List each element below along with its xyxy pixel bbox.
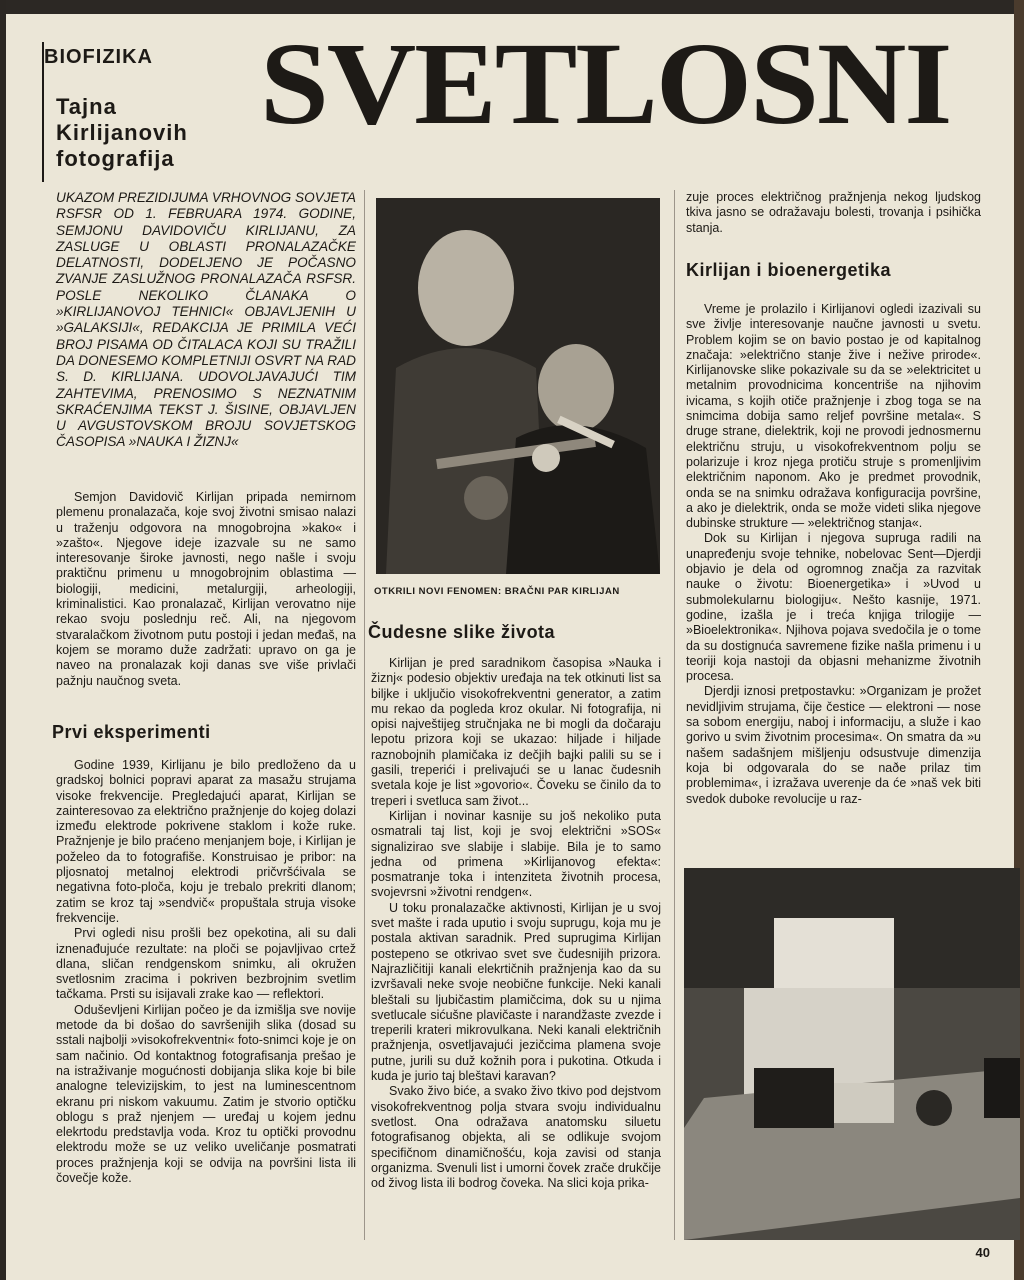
photo-caption: OTKRILI NOVI FENOMEN: BRAČNI PAR KIRLIJAN [374,586,620,597]
paragraph: Kirlijan i novinar kasnije su još nekoliko puta osmatrali taj list, koji je svoj električni »SOS« signalizirao sve slabije i slabije. Bila je to samo jedna od primena »Kirlijanovog efekta«: posmatranje toka i intenziteta životnih procesa, svojevrsni »životni rendgen«. [371,808,661,900]
photo-kirlian-couple [376,198,660,574]
column-2-body [371,656,661,1191]
column-3-body [686,302,981,807]
column-divider [364,190,365,1240]
column-divider [674,190,675,1240]
article-headline: SVETLOSNI [260,18,951,149]
section-label: BIOFIZIKA [44,46,153,68]
subhead-bioenergetika: Kirlijan i bioenergetika [686,260,892,280]
paragraph: Prvi ogledi nisu prošli bez opekotina, ali su dali iznenađujuće rezultate: na ploči se pojavljivao crtež dlana, sličan rendgenskom snimku, ali okružen svetlosnim zracima i pokriven bezbrojnim svetlim tačkama. Prsti su isijavali zrake kao — reflektori. [56,926,356,1002]
paragraph: U toku pronalazačke aktivnosti, Kirlijan je u svoj svet mašte i rada uputio i svoju suprugu, koja mu je postala aktivan saradnik. Pred suprugima Kirlijan postepeno se otkrivao svet sve čudesnijih prizora. Najrazličitiji kanali elekrtičnih pražnjenja kao da su izvršavali neke svoje neobične funkcije. Neki kanali bleštali su ljubičastim plamičcima, dok su u njima svetlucale sićušne plavičaste i narandžaste zvezde i treperili krateri mikrovulkana. Neki kanali električnih pražnjenja, osvetljavajući jezičcima plamena svoje putne, jurili su duž kožnih pora i pukotina. Otkuda i kuda je jurio taj bleštavi karavan? [371,900,661,1084]
article-lead: UKAZOM PREZIDIJUMA VRHOVNOG SOVJETA RSFSR OD 1. FEBRUARA 1974. GODINE, SEMJONU DAVIDOVIČU KIRLIJANU, ZA ZASLUGE U OBLASTI PRONALAZAČKE DELATNOSTI, DODELJENO JE POČASNO ZVANJE ZASLUŽNOG PRONALAZAČA RSFSR. POSLE NEKOLIKO ČLANAKA O »KIRLIJANOVOJ TEHNICI« OBJAVLJENIH U »GALAKSIJI«, REDAKCIJA JE PRIMILA VEĆI BROJ PISAMA OD ČITALACA KOJI SU TRAŽILI DA DONESEMO KOMPLETNIJI OSVRT NA RAD S. D. KIRLIJANA. UDOVOLJAVAJUĆI TIM ZAHTEVIMA, PRENOSIMO S NEZNATNIM SKRAĆENJIMA TEKST J. ŠISINE, OBJAVLJEN U AVGUSTOVSKOM BROJU SOVJETSKOG ČASOPISA »NAUKA I ŽIZNJ« [56,190,356,450]
page-number: 40 [975,1245,990,1260]
article-kicker: Tajna Kirlijanovih fotografija [56,94,188,171]
paragraph: Kirlijan je pred saradnikom časopisa »Nauka i žiznj« podesio objektiv uređaja na tek otkinuti list sa biljke i uključio visokofrekventni generator, a zatim mu rekao da pogleda kroz okular. Ni fotografija, ni opisi najveštijeg stručnjaka ne bi mogli da dočaraju lepotu prizora koji se ukazao: hiljade i hiljade raznobojnih plamičaka iz dečjih bajki palili su se i gasili, treperići i prelivajući se u lanac čudesnih svetala koje je list »govorio«. Čoveku se činilo da to treperi i svetluca sam život... [371,656,661,808]
paragraph: Semjon Davidovič Kirlijan pripada nemirnom plemenu pronalazača, koje svoj životni smisao nalazi u traženju odgovora na mnogobrojna »kako« i »zašto«. Njegove ideje izazvale su ne samo interesovanje široke javnosti, nego našle i svoju praktičnu primenu u mnogobrojnim oblastima — biologiji, medicini, metalurgiji, arheologiji, kriminalistici. Kao pronalazač, Kirlijan verovatno nije rekao svoju poslednju reč. Ali, na njegovom stvaralačkom životnom putu postoji i jedan međaš, na kojem se moramo duže zadržati: upravo on ga je naveo na pronalazak koji danas sve više privlači pažnju naučnog sveta. [56,490,356,688]
photo-illustration [684,868,1020,1240]
paragraph: Godine 1939, Kirlijanu je bilo predloženo da u gradskoj bolnici popravi aparat za masažu strujama visoke frekvencije. Pregledajući aparat, Kirlijan se zainteresovao za električno pražnjenje do kojeg dolazi između elektrode pokrivene staklom i kože ruke. Pražnjenje je bilo praćeno menjanjem boje, i Kirlijan je poželeo da to fotografiše. Konstruisao je pribor: na pljosnatoj metalnoj elektrodi pričvršćivala se negativna foto-ploča, koju je trebalo prekriti dlanom; zatim se kroz taj »sendvič« propuštala struja visoke frekvencije. [56,758,356,925]
column-1-body [56,758,356,1186]
column-3-top [686,190,981,236]
subhead-prvi-eksperimenti: Prvi eksperimenti [52,722,211,742]
paragraph: zuje proces električnog pražnjenja nekog ljudskog tkiva jasno se odražavaju bolesti, trovanja i psihička stanja. [686,190,981,235]
paragraph: Vreme je prolazilo i Kirlijanovi ogledi izazivali su sve življe interesovanje naučne javnosti u svetu. Problem kojim se on bavio postao je od kapitalnog značaja: »električno stanje žive i nežive prirode«. Kirlijanovske slike pokazivale su da se »elektricitet u metalnim provodnicima koncentriše na njihovim ivicama, s kojih otiče pražnjenje i zbog toga se na snimcima dobija samo reljef površine metala«. S druge strane, dielektrik, koji ne provodi jednosmernu električnu struju, u visokofrekventnom polju se polarizuje i kroz njega protiču struje s promenljivim električnim naponom. Ako je predmet provodnik, onda se na snimku odražava konfiguracija površine, a ako je dielektrik, onda se može videti slika njegove dubinske strukture — »električnog stanja«. [686,302,981,531]
paragraph: Djerdji iznosi pretpostavku: »Organizam je prožet nevidljivim strujama, čije čestice — elektroni — nose sa sobom energiju, naboj i informaciju, a služe i kao gorivo u svim životnim procesima«. On smatra da »u našem sadašnjem mišljenju odsustvuje dimenzija koja bi odgovarala do se naðe prilaz tim problemima«, i izražava uverenje da će »naš vek biti svedok duboke revolucije u raz- [686,684,981,806]
column-1-intro [56,490,356,689]
subhead-cudesne-slike: Čudesne slike života [368,622,556,642]
photo-illustration [376,198,660,574]
paragraph: Svako živo biće, a svako živo tkivo pod dejstvom visokofrekventnog polja stvara svoju individualnu svetlost. Ona odražava anatomsku siluetu fotografisanog objekta, ali se odlikuje svojom specifičnom dinamičnošću, koja zavisi od stanja organizma. Svenuli list i umorni čovek zrače drukčije od živog lista ili bodrog čoveka. Na slici koja prika- [371,1084,661,1191]
paragraph: Dok su Kirlijan i njegova supruga radili na unapređenju svoje tehnike, nobelovac Sent—Djerdji objavio je dela od ogromnog značja za razvitak nauke o životu: Bioenergetika» i »Uvod u submolekularnu biologiju«. Nešto kasnije, 1971. godine, izašla je i treća knjiga trilogije — »Bioelektronika«. Njihova pojava svedočila je o tome da su dostignuća savremene fizike našla primenu i u teoriji koja nastoji da objasni mehanizme životnih procesa. [686,531,981,684]
page-top-edge [6,0,1024,14]
paragraph: Oduševljeni Kirlijan počeo je da izmišlja sve novije metode da bi došao do savršenijih slika (dosad su sstali najbolji »visokofrekventni« foto-snimci koje je on sam načinio. Od kontaktnog fotografisanja prešao je na istraživanje mogućnosti dobijanja slika koje bi bile analogne televizijskim, to jest na luminescentnom ekranu pri niskom vakuumu. Zatim je stvorio optičku oblogu s praž njenjem — uređaj u kojem jednu elekrtodu predstavlja voda. Kroz tu optički provodnu elektrodu može se uz veliko uveličanje posmatrati proces pražnjenja koji se odvija na površini lista ili čovečje kože. [56,1002,356,1186]
photo-lab-equipment [684,868,1020,1240]
